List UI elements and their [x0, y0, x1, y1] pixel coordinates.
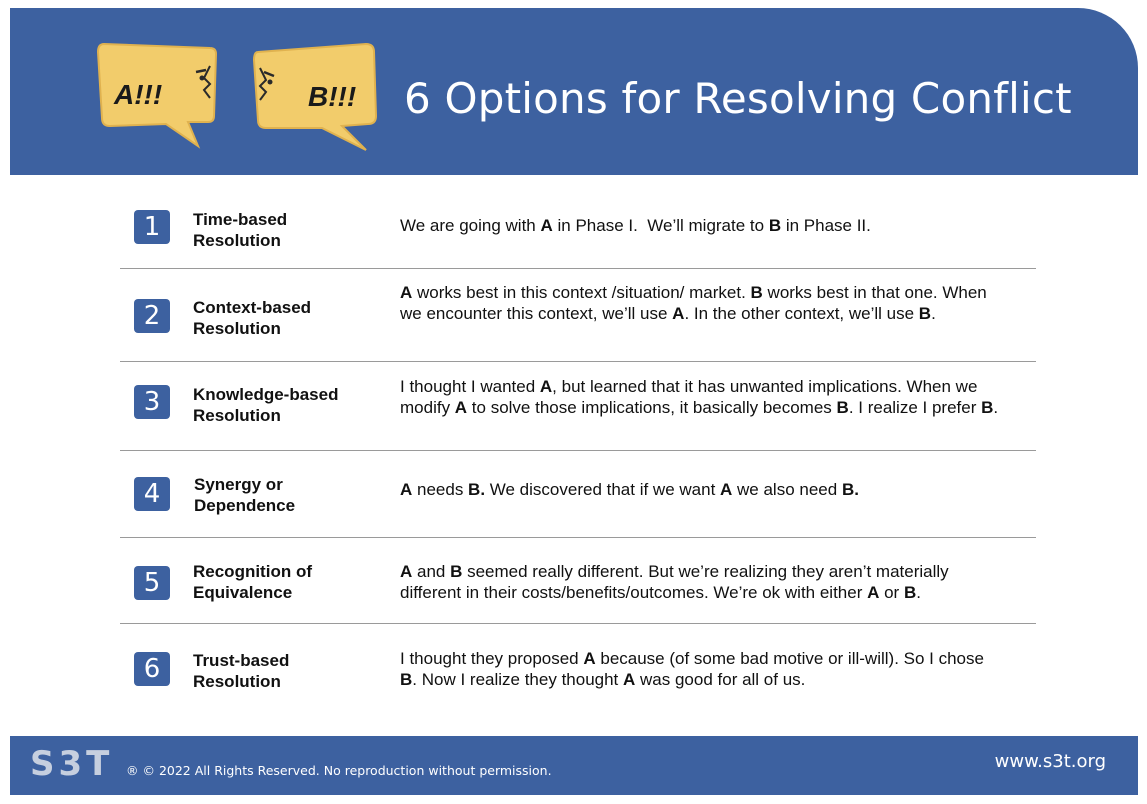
- option-label-line: Resolution: [193, 319, 281, 338]
- option-label-line: Recognition of: [193, 562, 312, 581]
- option-label: [193, 384, 373, 426]
- option-description: I thought I wanted A, but learned that it has unwanted implications. When we modify A to solve those implications, it basically becomes B. I realize I prefer B.: [400, 377, 999, 417]
- option-label-line: Synergy or: [194, 475, 283, 494]
- option-description: A and B seemed really different. But we’re realizing they aren’t materially different in their costs/benefits/outcomes. We’re ok with either A or B.: [400, 562, 949, 602]
- option-row-6: [120, 624, 1036, 710]
- option-description: We are going with A in Phase I. We’ll migrate to B in Phase II.: [400, 216, 871, 235]
- page-title: 6 Options for Resolving Conflict: [404, 74, 1072, 123]
- arguing-speech-bubbles-icon: [90, 38, 390, 168]
- copyright-notice: ® © 2022 All Rights Reserved. No reproduction without permission.: [126, 763, 552, 778]
- option-number-badge: 3: [134, 385, 170, 419]
- option-label-line: Equivalence: [193, 583, 293, 602]
- option-label: [193, 297, 373, 339]
- option-number-badge: 2: [134, 299, 170, 333]
- option-row-3: [120, 362, 1036, 451]
- option-number-badge: 6: [134, 652, 170, 686]
- option-label-line: Time-based: [193, 210, 288, 229]
- option-label-line: Dependence: [194, 496, 296, 515]
- option-number-badge: 1: [134, 210, 170, 244]
- s3t-logo: S3T: [30, 744, 114, 784]
- option-row-4: [120, 451, 1036, 538]
- option-row-5: [120, 538, 1036, 624]
- option-label: [193, 209, 373, 251]
- option-description: I thought they proposed A because (of some bad motive or ill-will). So I chose B. Now I realize they thought A was good for all of us.: [400, 649, 984, 689]
- option-label: [193, 650, 373, 692]
- option-label-line: Trust-based: [193, 651, 290, 670]
- option-row-1: [120, 196, 1036, 269]
- website-link[interactable]: www.s3t.org: [994, 751, 1106, 772]
- option-number-badge: 4: [134, 477, 170, 511]
- option-label-line: Knowledge-based: [193, 385, 339, 404]
- option-row-2: [120, 269, 1036, 362]
- header-banner: [10, 8, 1138, 175]
- option-description: A needs B. We discovered that if we want A we also need B.: [400, 480, 859, 499]
- option-label-line: Context-based: [193, 298, 312, 317]
- bubble-left-text: A!!!: [114, 79, 163, 110]
- footer-bar: [10, 736, 1138, 795]
- option-label-line: Resolution: [193, 406, 281, 425]
- bubble-right-text: B!!!: [308, 81, 357, 112]
- option-description: A works best in this context /situation/ market. B works best in that one. When we encounter this context, we’ll use A. In the other context, we’ll use B.: [400, 283, 987, 323]
- option-label-line: Resolution: [193, 231, 281, 250]
- option-number-badge: 5: [134, 566, 170, 600]
- option-label: [194, 474, 374, 516]
- option-label-line: Resolution: [193, 672, 281, 691]
- option-label: [193, 561, 373, 603]
